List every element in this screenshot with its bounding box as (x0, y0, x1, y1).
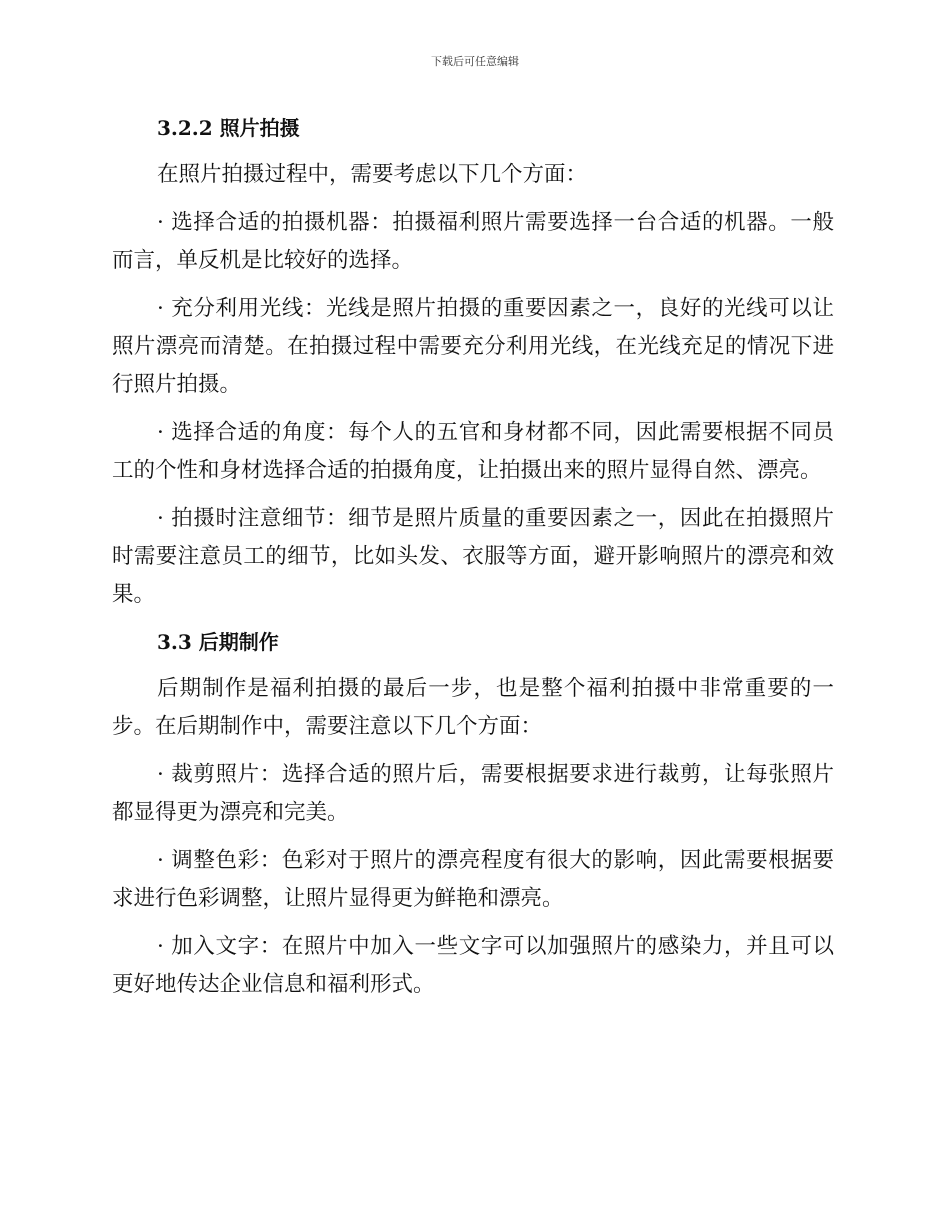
page-content (112, 110, 834, 1014)
section-heading-post-production: 3.3 后期制作 (157, 630, 279, 654)
bullet-paragraph-lighting: · 充分利用光线：光线是照片拍摄的重要因素之一，良好的光线可以让照片漂亮而清楚。在拍摄过程中需要充分利用光线，在光线充足的情况下进行照片拍摄。 (112, 296, 834, 397)
bullet-paragraph-text: · 加入文字：在照片中加入一些文字可以加强照片的感染力，并且可以更好地传达企业信息和福利形式。 (112, 934, 834, 997)
bullet-paragraph-details: · 拍摄时注意细节：细节是照片质量的重要因素之一，因此在拍摄照片时需要注意员工的细节，比如头发、衣服等方面，避开影响照片的漂亮和效果。 (112, 506, 834, 607)
paragraph: 在照片拍摄过程中，需要考虑以下几个方面： (157, 162, 588, 187)
page-header: 下载后可任意编辑 (431, 55, 519, 68)
section-heading-photo-shooting: 3.2.2 照片拍摄 (157, 116, 300, 140)
bullet-paragraph-angle: · 选择合适的角度：每个人的五官和身材都不同，因此需要根据不同员工的个性和身材选择合适的拍摄角度，让拍摄出来的照片显得自然、漂亮。 (112, 420, 834, 483)
bullet-paragraph-camera: · 选择合适的拍摄机器：拍摄福利照片需要选择一台合适的机器。一般而言，单反机是比较好的选择。 (112, 210, 834, 273)
bullet-paragraph-color: · 调整色彩：色彩对于照片的漂亮程度有很大的影响，因此需要根据要求进行色彩调整，让照片显得更为鲜艳和漂亮。 (112, 848, 834, 911)
bullet-paragraph-cropping: · 裁剪照片：选择合适的照片后，需要根据要求进行裁剪，让每张照片都显得更为漂亮和完美。 (112, 762, 834, 825)
paragraph: 后期制作是福利拍摄的最后一步，也是整个福利拍摄中非常重要的一步。在后期制作中，需要注意以下几个方面： (112, 676, 834, 739)
